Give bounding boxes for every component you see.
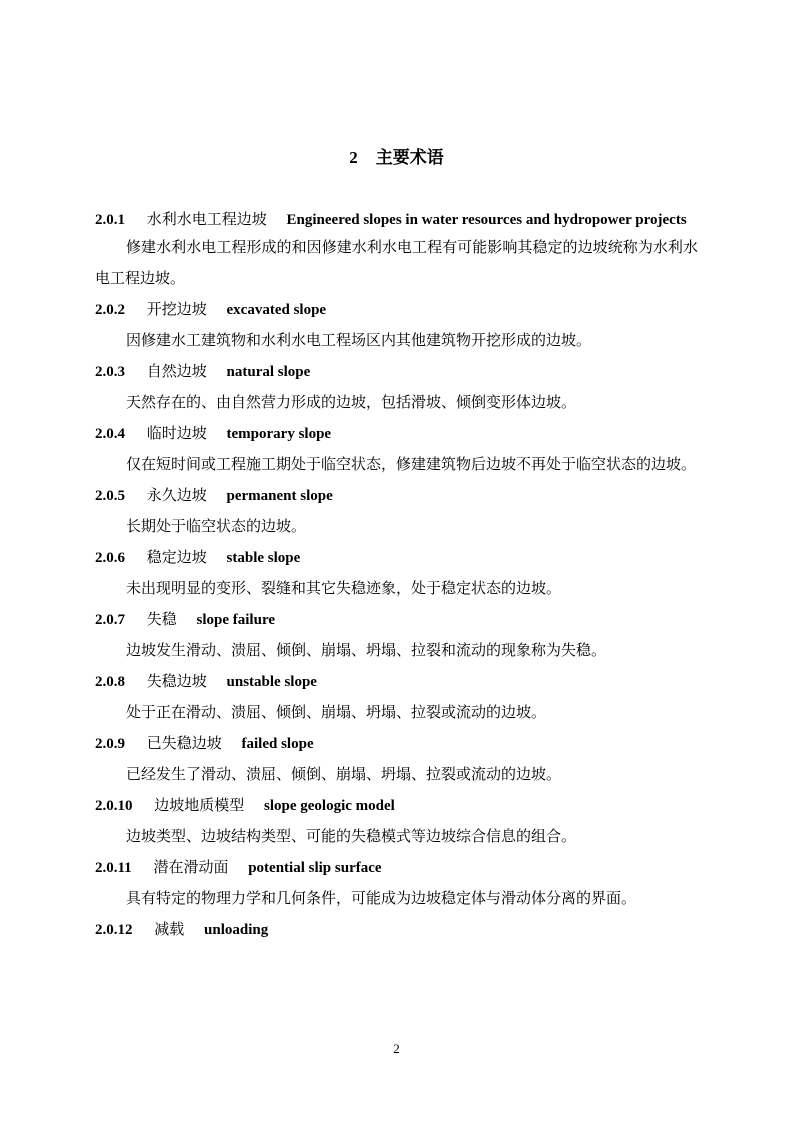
term-number: 2.0.11 <box>95 860 132 876</box>
chapter-number: 2 <box>349 148 358 167</box>
term-number: 2.0.7 <box>95 612 125 628</box>
page-number: 2 <box>393 1041 400 1056</box>
term-chinese: 开挖边坡 <box>146 302 207 318</box>
term-number: 2.0.4 <box>95 426 125 442</box>
term-heading <box>95 481 698 512</box>
term-number: 2.0.6 <box>95 550 125 566</box>
term-chinese: 自然边坡 <box>146 364 207 380</box>
term-number: 2.0.10 <box>95 798 133 814</box>
term-chinese: 减载 <box>154 922 185 938</box>
term-heading <box>95 543 698 574</box>
term-chinese: 临时边坡 <box>146 426 207 442</box>
term-definition: 因修建水工建筑物和水利水电工程场区内其他建筑物开挖形成的边坡。 <box>126 333 592 349</box>
term-definition: 未出现明显的变形、裂缝和其它失稳迹象，处于稳定状态的边坡。 <box>126 581 562 597</box>
term-english: slope geologic model <box>264 798 395 814</box>
term-heading <box>95 357 698 388</box>
term-english: slope failure <box>196 612 275 628</box>
term-definition: 已经发生了滑动、溃屈、倾倒、崩塌、坍塌、拉裂或流动的边坡。 <box>126 767 562 783</box>
term-heading <box>95 791 698 822</box>
term-number: 2.0.3 <box>95 364 125 380</box>
term-chinese: 永久边坡 <box>146 488 207 504</box>
term-english: Engineered slopes in water resources and hydropower projects <box>286 212 687 228</box>
term-heading <box>95 295 698 326</box>
term-number: 2.0.8 <box>95 674 125 690</box>
term-english: potential slip surface <box>248 860 382 876</box>
term-heading <box>95 208 698 233</box>
term-number: 2.0.12 <box>95 922 133 938</box>
term-heading <box>95 667 698 698</box>
term-english: temporary slope <box>226 426 332 442</box>
term-english: unstable slope <box>226 674 317 690</box>
term-english: natural slope <box>226 364 311 380</box>
term-definition: 天然存在的、由自然营力形成的边坡，包括滑坡、倾倒变形体边坡。 <box>126 395 577 411</box>
term-chinese: 失稳边坡 <box>146 674 207 690</box>
term-definition: 具有特定的物理力学和几何条件，可能成为边坡稳定体与滑动体分离的界面。 <box>126 891 637 907</box>
term-english: unloading <box>204 922 269 938</box>
term-number: 2.0.2 <box>95 302 125 318</box>
term-definition: 长期处于临空状态的边坡。 <box>126 519 307 535</box>
term-chinese: 水利水电工程边坡 <box>146 212 267 228</box>
term-heading <box>95 729 698 760</box>
term-english: excavated slope <box>226 302 327 318</box>
term-chinese: 已失稳边坡 <box>146 736 222 752</box>
term-chinese: 稳定边坡 <box>146 550 207 566</box>
term-number: 2.0.1 <box>95 212 125 228</box>
term-chinese: 边坡地质模型 <box>154 798 245 814</box>
term-english: permanent slope <box>226 488 333 504</box>
terms-list <box>95 208 698 946</box>
term-heading <box>95 605 698 636</box>
term-english: failed slope <box>241 736 314 752</box>
term-definition: 修建水利水电工程形成的和因修建水利水电工程有可能影响其稳定的边坡统称为水利水电工程边坡。 <box>95 240 698 287</box>
term-english: stable slope <box>226 550 301 566</box>
term-chinese: 潜在滑动面 <box>153 860 229 876</box>
term-heading <box>95 419 698 450</box>
term-definition: 边坡类型、边坡结构类型、可能的失稳模式等边坡综合信息的组合。 <box>126 829 577 845</box>
term-definition: 处于正在滑动、溃屈、倾倒、崩塌、坍塌、拉裂或流动的边坡。 <box>126 705 547 721</box>
term-definition: 边坡发生滑动、溃屈、倾倒、崩塌、坍塌、拉裂和流动的现象称为失稳。 <box>126 643 607 659</box>
term-number: 2.0.5 <box>95 488 125 504</box>
term-heading <box>95 915 698 946</box>
term-heading <box>95 853 698 884</box>
chapter-title <box>0 143 793 168</box>
chapter-title-text: 主要术语 <box>375 148 444 167</box>
term-definition: 仅在短时间或工程施工期处于临空状态，修建建筑物后边坡不再处于临空状态的边坡。 <box>126 457 697 473</box>
term-chinese: 失稳 <box>146 612 177 628</box>
term-number: 2.0.9 <box>95 736 125 752</box>
